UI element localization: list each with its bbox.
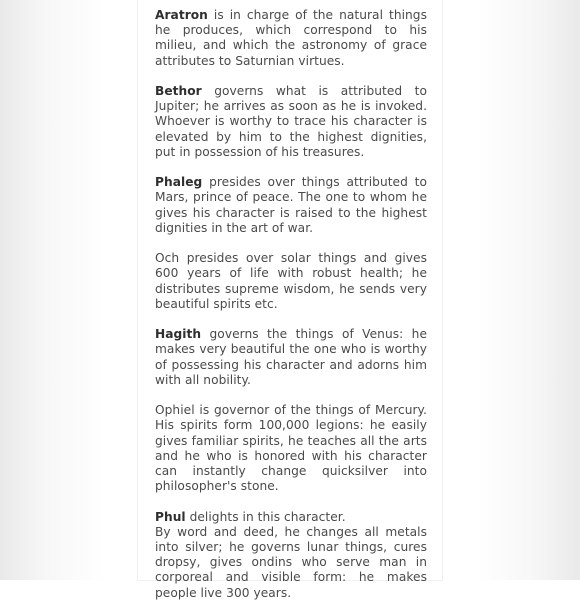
paragraph-text: is in charge of the natural things he produces, which correspond to his milieu, and which the astronomy of grace attributes to Saturnian virtues. (155, 8, 427, 68)
paragraph-text: delights in this character. (185, 509, 346, 524)
spirit-name: Aratron (155, 8, 208, 22)
document-page (138, 0, 442, 600)
paragraph-ophiel (155, 403, 427, 494)
paragraph-text: presides over things attributed to Mars, prince of peace. The one to whom he gives his character is raised to the highest dignities in the art of war. (155, 175, 427, 235)
paragraph-phaleg (155, 175, 427, 236)
paragraph-text: Ophiel is governor of the things of Mercury. His spirits form 100,000 legions: he easily gives familiar spirits, he teaches all the arts and he who is honored with his character can instantly change quicksilver into philosopher's stone. (155, 403, 427, 494)
paragraph-continuation: By word and deed, he changes all metals into silver; he governs lunar things, cures dropsy, gives ondins who serve man in corporeal and visible form: he makes people live 300 years. (155, 524, 427, 600)
paragraph-text: governs what is attributed to Jupiter; he arrives as soon as he is invoked. Whoever is worthy to trace his character is elevated by him to the highest dignities, put in possession of his treasures. (155, 84, 427, 159)
spirit-name: Phul (155, 509, 186, 524)
paragraph-aratron (155, 8, 427, 69)
paragraph-bethor (155, 84, 427, 160)
spirit-name: Bethor (155, 84, 202, 98)
spirit-name: Phaleg (155, 175, 203, 190)
paragraph-phul (155, 510, 427, 601)
paragraph-hagith (155, 327, 427, 388)
paragraph-text: governs the things of Venus: he makes very beautiful the one who is worthy of possessing his character and adorns him with all nobility. (155, 327, 427, 387)
spirit-name: Hagith (155, 327, 202, 342)
paragraph-och (155, 251, 427, 312)
document-text (155, 8, 427, 601)
paragraph-text: Och presides over solar things and gives 600 years of life with robust health; he distributes supreme wisdom, he sends very beautiful spirits etc. (155, 251, 427, 311)
